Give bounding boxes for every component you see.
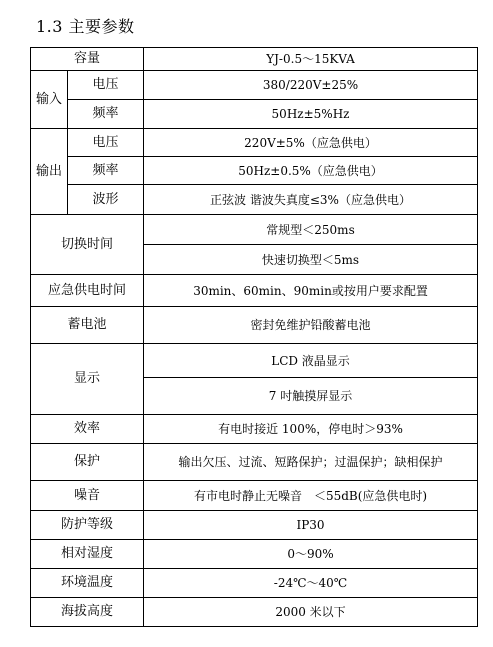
humidity-value: 0～90% (144, 540, 478, 569)
emergency-time-label: 应急供电时间 (31, 275, 144, 307)
table-row (31, 129, 478, 157)
humidity-label: 相对湿度 (31, 540, 144, 569)
table-row (31, 307, 478, 344)
altitude-label: 海拔高度 (31, 598, 144, 627)
protection-value: 输出欠压、过流、短路保护；过温保护；缺相保护 (144, 444, 478, 481)
table-row (31, 598, 478, 627)
switch-time-value-fast: 快速切换型＜5ms (144, 245, 478, 275)
table-row (31, 100, 478, 129)
temperature-value: -24℃～40℃ (144, 569, 478, 598)
display-label: 显示 (31, 344, 144, 415)
switch-time-label: 切换时间 (31, 215, 144, 275)
output-voltage-label: 电压 (68, 129, 144, 157)
output-waveform-label: 波形 (68, 185, 144, 215)
input-voltage-label: 电压 (68, 71, 144, 100)
table-row (31, 511, 478, 540)
table-row (31, 48, 478, 71)
output-frequency-value: 50Hz±0.5%（应急供电） (144, 157, 478, 185)
input-voltage-value: 380/220V±25% (144, 71, 478, 100)
table-row (31, 540, 478, 569)
input-frequency-label: 频率 (68, 100, 144, 129)
table-row (31, 344, 478, 378)
efficiency-value: 有电时接近 100%，停电时＞93% (144, 415, 478, 444)
capacity-value: YJ-0.5～15KVA (144, 48, 478, 71)
battery-value: 密封免维护铅酸蓄电池 (144, 307, 478, 344)
spec-table (30, 47, 478, 627)
switch-time-value-normal: 常规型＜250ms (144, 215, 478, 245)
noise-value: 有市电时静止无噪音 ＜55dB(应急供电时) (144, 481, 478, 511)
display-value-lcd: LCD 液晶显示 (144, 344, 478, 378)
output-label: 输出 (31, 129, 68, 215)
input-frequency-value: 50Hz±5%Hz (144, 100, 478, 129)
output-voltage-value: 220V±5%（应急供电） (144, 129, 478, 157)
ip-rating-value: IP30 (144, 511, 478, 540)
display-value-touch: 7 吋触摸屏显示 (144, 378, 478, 415)
efficiency-label: 效率 (31, 415, 144, 444)
output-waveform-value: 正弦波 谐波失真度≤3%（应急供电） (144, 185, 478, 215)
temperature-label: 环境温度 (31, 569, 144, 598)
table-row (31, 215, 478, 245)
table-row (31, 415, 478, 444)
battery-label: 蓄电池 (31, 307, 144, 344)
capacity-label: 容量 (31, 48, 144, 71)
table-row (31, 444, 478, 481)
noise-label: 噪音 (31, 481, 144, 511)
table-row (31, 275, 478, 307)
output-frequency-label: 频率 (68, 157, 144, 185)
emergency-time-value: 30min、60min、90min或按用户要求配置 (144, 275, 478, 307)
table-row (31, 185, 478, 215)
altitude-value: 2000 米以下 (144, 598, 478, 627)
table-row (31, 71, 478, 100)
ip-rating-label: 防护等级 (31, 511, 144, 540)
table-row (31, 481, 478, 511)
section-heading: 1.3 主要参数 (36, 17, 135, 36)
protection-label: 保护 (31, 444, 144, 481)
table-row (31, 569, 478, 598)
input-label: 输入 (31, 71, 68, 129)
table-row (31, 157, 478, 185)
